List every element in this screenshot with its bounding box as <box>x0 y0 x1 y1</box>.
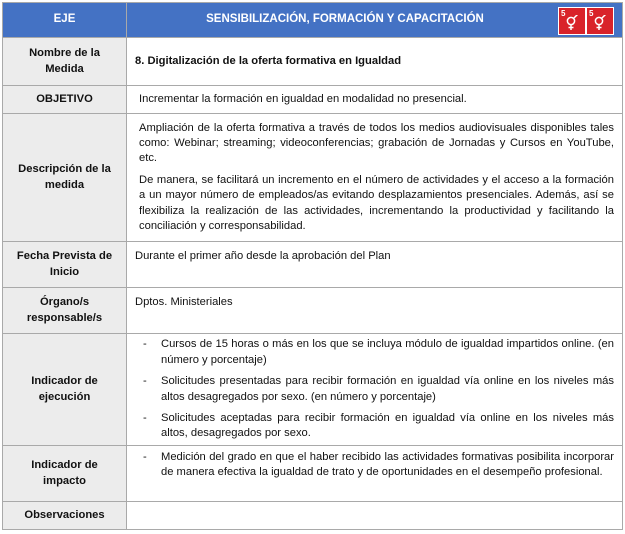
start-date-text: Durante el primer año desde la aprobación del Plan <box>127 242 623 288</box>
row-fecha <box>3 242 623 288</box>
row-label: Descripción de la medida <box>3 114 127 242</box>
table-header <box>3 3 623 38</box>
list-item: - Cursos de 15 horas o más en los que se incluya módulo de igualdad impartidos online. (en número y porcentaje) <box>139 337 614 368</box>
eje-header: EJE <box>3 3 127 38</box>
gender-equality-icon: 5 <box>586 7 614 35</box>
row-label: Órgano/s responsable/s <box>3 288 127 334</box>
row-label: Indicador de impacto <box>3 446 127 502</box>
row-ejecucion <box>3 334 623 446</box>
row-label: Fecha Prevista de Inicio <box>3 242 127 288</box>
row-objetivo <box>3 86 623 114</box>
list-item: - Solicitudes presentadas para recibir formación en igualdad vía online en los niveles más altos desagregados por sexo. (en número y porcentaje) <box>139 374 614 405</box>
responsible-text: Dptos. Ministeriales <box>127 288 623 334</box>
measure-table <box>2 2 623 530</box>
row-label: Observaciones <box>3 502 127 530</box>
description-paragraph: De manera, se facilitará un incremento en el número de actividades y el acceso a la formación a un mayor número de empleados/as evitando desplazamientos presenciales. Además, así se flexibiliza la realización de las actividades, incrementando la productividad y facilitando la conciliación y corresponsabilidad. <box>139 173 614 233</box>
row-organo <box>3 288 623 334</box>
row-impacto <box>3 446 623 502</box>
row-observaciones <box>3 502 623 530</box>
row-label: Indicador de ejecución <box>3 334 127 446</box>
impact-indicators <box>127 446 623 502</box>
description-cell <box>127 114 623 242</box>
objective-text: Incrementar la formación en igualdad en modalidad no presencial. <box>127 86 623 114</box>
section-title: SENSIBILIZACIÓN, FORMACIÓN Y CAPACITACIÓN <box>206 13 484 26</box>
observations-text <box>127 502 623 530</box>
description-paragraph: Ampliación de la oferta formativa a través de todos los medios audiovisuales disponibles tales como: Webinar; streaming; videoconferencias; grabación de Jornadas y Cursos en YouTube, etc. <box>139 121 614 165</box>
row-label: Nombre de la Medida <box>3 38 127 86</box>
row-descripcion <box>3 114 623 242</box>
execution-indicators <box>127 334 623 446</box>
row-nombre <box>3 38 623 86</box>
row-label: OBJETIVO <box>3 86 127 114</box>
list-item: - Solicitudes aceptadas para recibir formación en igualdad vía online en los niveles más altos, desagregados por sexo. <box>139 411 614 442</box>
list-item: - Medición del grado en que el haber recibido las actividades formativas posibilita incorporar de manera efectiva la igualdad de trato y de oportunidades en el desempeño profesional. <box>139 450 614 481</box>
measure-name: 8. Digitalización de la oferta formativa en Igualdad <box>127 38 623 86</box>
gender-equality-icon: 5 <box>558 7 586 35</box>
section-title-cell <box>127 3 623 38</box>
